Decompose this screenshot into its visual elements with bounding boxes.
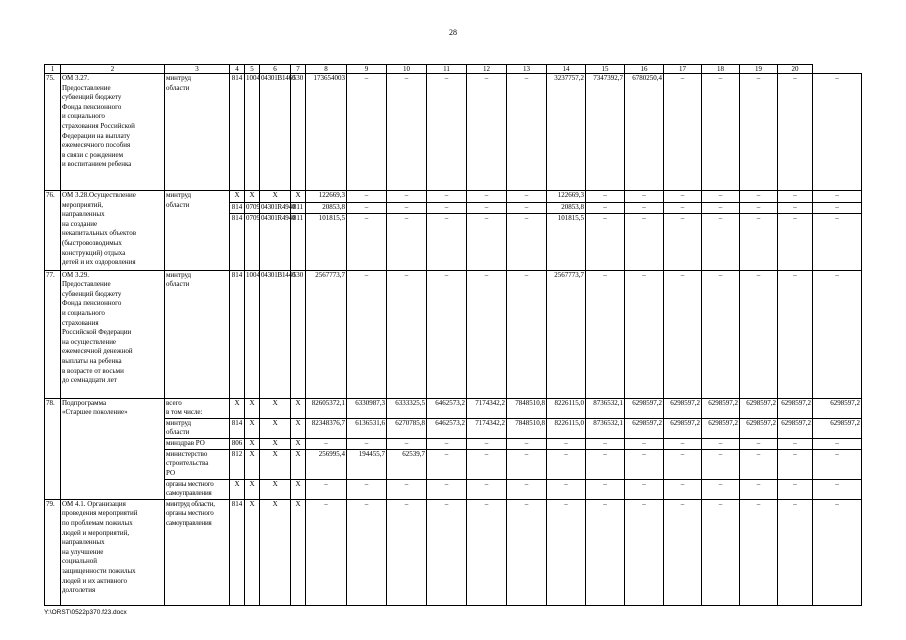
amount-2021-cell: – [427, 213, 467, 270]
target-article-cell: Х [260, 499, 291, 605]
amount-2029-cell: – [740, 74, 778, 191]
section-code-cell: Х [245, 191, 260, 203]
amount-2020-cell: 62539,7 [387, 449, 427, 479]
expense-type-cell: Х [291, 191, 306, 203]
measure-name: Подпрограмма «Старшее поколение» [61, 398, 165, 499]
amount-2023-cell: – [507, 499, 547, 605]
amount-2029-cell: – [740, 213, 778, 270]
amount-2022-cell: – [467, 438, 507, 449]
header-cell: 5 [245, 65, 260, 74]
amount-2020-cell: 6270785,8 [387, 418, 427, 438]
amount-2028-cell: – [702, 74, 740, 191]
header-cell: 14 [547, 65, 586, 74]
executor: министерство строительства РО [165, 449, 230, 479]
section-code-cell: Х [245, 438, 260, 449]
amount-2023-cell: – [507, 438, 547, 449]
amount-2020-cell: – [387, 479, 427, 499]
amount-2019-cell: – [347, 213, 387, 270]
amount-2028-cell: – [702, 438, 740, 449]
section-code-cell: Х [245, 499, 260, 605]
amount-2021-cell: – [427, 438, 467, 449]
header-cell: 20 [778, 65, 813, 74]
amount-2023-cell: – [507, 203, 547, 214]
amount-2026-cell: – [625, 499, 664, 605]
executor: минздрав РО [165, 438, 230, 449]
amount-col-17-cell: – [813, 203, 862, 214]
amount-2026-cell: – [625, 203, 664, 214]
amount-2024-cell: 2567773,7 [547, 270, 586, 398]
amount-2023-cell: – [507, 270, 547, 398]
amount-2022-cell: – [467, 270, 507, 398]
target-article-cell: Х [260, 191, 291, 203]
amount-2029-cell: – [740, 270, 778, 398]
table-row-79 [45, 499, 862, 605]
amount-2025-cell: – [586, 213, 625, 270]
file-path-footer: Y:\ORST\0522p370.f23.docx [44, 609, 127, 616]
amount-2022-cell: – [467, 499, 507, 605]
gov-code-cell: 814 [230, 203, 245, 214]
amount-2026-cell: 6298597,2 [625, 418, 664, 438]
amount-2019-cell: – [347, 499, 387, 605]
amount-2022-cell: – [467, 213, 507, 270]
amount-2028-cell: – [702, 191, 740, 203]
table-body [45, 65, 862, 606]
expense-type-cell: 811 [291, 213, 306, 270]
amount-2030-cell: – [778, 438, 813, 449]
executor: всего в том числе: [165, 398, 230, 418]
amount-2029-cell: 6298597,2 [740, 418, 778, 438]
amount-2019-cell: 6330987,3 [347, 398, 387, 418]
gov-code-cell: 812 [230, 449, 245, 479]
header-cell: 8 [306, 65, 347, 74]
header-cell: 1 [45, 65, 61, 74]
total-amount-cell: 82605372,1 [306, 398, 347, 418]
amount-2019-cell: – [347, 74, 387, 191]
target-article-cell: Х [260, 438, 291, 449]
amount-2027-cell: – [664, 74, 702, 191]
amount-2025-cell: – [586, 479, 625, 499]
amount-2019-cell: – [347, 479, 387, 499]
amount-2023-cell: – [507, 74, 547, 191]
amount-2026-cell: – [625, 270, 664, 398]
amount-2023-cell: – [507, 449, 547, 479]
table-row-77 [45, 270, 862, 398]
amount-2027-cell: – [664, 438, 702, 449]
amount-2028-cell: – [702, 203, 740, 214]
amount-2030-cell: 6298597,2 [778, 398, 813, 418]
section-code-cell: 1004 [245, 74, 260, 191]
expense-type-cell: Х [291, 499, 306, 605]
amount-2024-cell: 101815,5 [547, 213, 586, 270]
amount-2028-cell: – [702, 213, 740, 270]
amount-2030-cell: – [778, 203, 813, 214]
amount-2029-cell: 6298597,2 [740, 398, 778, 418]
amount-col-17-cell: – [813, 479, 862, 499]
amount-col-17-cell: – [813, 270, 862, 398]
total-amount-cell: 20853,8 [306, 203, 347, 214]
amount-2026-cell: – [625, 438, 664, 449]
amount-2022-cell: – [467, 74, 507, 191]
amount-2029-cell: – [740, 449, 778, 479]
target-article-cell: Х [260, 418, 291, 438]
amount-2021-cell: – [427, 191, 467, 203]
amount-2028-cell: 6298597,2 [702, 398, 740, 418]
header-cell: 12 [467, 65, 507, 74]
amount-2021-cell: – [427, 449, 467, 479]
amount-2022-cell: 7174342,2 [467, 418, 507, 438]
target-article-cell: Х [260, 449, 291, 479]
amount-2028-cell: – [702, 499, 740, 605]
total-amount-cell: – [306, 438, 347, 449]
gov-code-cell: Х [230, 191, 245, 203]
measure-name: ОМ 4.1. Организация проведения мероприятий по проблемам пожилых людей и мероприятий, направленных на улучшение социальной защищенности пожилых людей и их активного долголетия [61, 499, 165, 605]
amount-2030-cell: – [778, 213, 813, 270]
amount-2023-cell: 7848510,8 [507, 418, 547, 438]
amount-col-17-cell: – [813, 213, 862, 270]
program-table [44, 64, 862, 606]
gov-code-cell: 814 [230, 499, 245, 605]
target-article-cell: 04301В1460 [260, 74, 291, 191]
gov-code-cell: 814 [230, 213, 245, 270]
gov-code-cell: 814 [230, 418, 245, 438]
amount-2026-cell: – [625, 479, 664, 499]
amount-2023-cell: 7848510,8 [507, 398, 547, 418]
amount-2026-cell: – [625, 449, 664, 479]
amount-col-17-cell: – [813, 191, 862, 203]
amount-2027-cell: – [664, 479, 702, 499]
amount-2024-cell: 8226115,0 [547, 398, 586, 418]
gov-code-cell: 814 [230, 74, 245, 191]
amount-2028-cell: – [702, 479, 740, 499]
section-code-cell: 0709 [245, 213, 260, 270]
section-code-cell: Х [245, 398, 260, 418]
header-cell: 11 [427, 65, 467, 74]
row-number: 76. [45, 191, 61, 271]
expense-type-cell: Х [291, 418, 306, 438]
amount-2019-cell: – [347, 270, 387, 398]
header-cell: 15 [586, 65, 625, 74]
executor: минтруд области, органы местного самоуправления [165, 499, 230, 605]
total-amount-cell: – [306, 479, 347, 499]
amount-2025-cell: – [586, 191, 625, 203]
measure-name: ОМ 3.27. Предоставление субвенций бюджету Фонда пенсионного и социального страхования Российской Федерации на выплату ежемесячного пособия в связи с рождением и воспитанием ребенка [61, 74, 165, 191]
header-cell: 18 [702, 65, 740, 74]
measure-name: ОМ 3.29. Предоставление субвенций бюджету Фонда пенсионного и социального страхования Российской Федерации на осуществление ежемесячной денежной выплаты на ребенка в возрасте от восьми до семнадцати лет [61, 270, 165, 398]
amount-2030-cell: – [778, 74, 813, 191]
amount-2025-cell: 8736532,1 [586, 398, 625, 418]
amount-2019-cell: – [347, 203, 387, 214]
header-cell: 4 [230, 65, 245, 74]
header-cell: 3 [165, 65, 230, 74]
amount-2020-cell: – [387, 499, 427, 605]
amount-2030-cell: – [778, 449, 813, 479]
expense-type-cell: Х [291, 449, 306, 479]
row-number: 77. [45, 270, 61, 398]
amount-col-17-cell: 6298597,2 [813, 398, 862, 418]
gov-code-cell: 806 [230, 438, 245, 449]
amount-2028-cell: 6298597,2 [702, 418, 740, 438]
amount-2026-cell: – [625, 191, 664, 203]
amount-2024-cell: – [547, 479, 586, 499]
amount-2019-cell: 194455,7 [347, 449, 387, 479]
amount-2024-cell: – [547, 449, 586, 479]
amount-2022-cell: – [467, 203, 507, 214]
amount-2027-cell: – [664, 213, 702, 270]
executor: минтруд области [165, 418, 230, 438]
amount-2025-cell: – [586, 203, 625, 214]
gov-code-cell: Х [230, 398, 245, 418]
amount-2020-cell: – [387, 270, 427, 398]
table-row-78-omsu [45, 479, 862, 499]
target-article-cell: 04301В1440 [260, 270, 291, 398]
amount-2020-cell: – [387, 191, 427, 203]
header-cell: 7 [291, 65, 306, 74]
total-amount-cell: 82348376,7 [306, 418, 347, 438]
amount-2024-cell: 122669,3 [547, 191, 586, 203]
amount-2029-cell: – [740, 203, 778, 214]
header-cell: 13 [507, 65, 547, 74]
header-cell: 17 [664, 65, 702, 74]
executor: органы местного самоуправления [165, 479, 230, 499]
executor: минтруд области [165, 191, 230, 271]
row-number: 79. [45, 499, 61, 605]
expense-type-cell: 811 [291, 203, 306, 214]
amount-2029-cell: – [740, 499, 778, 605]
amount-2029-cell: – [740, 191, 778, 203]
target-article-cell: Х [260, 479, 291, 499]
amount-2024-cell: 3237757,2 [547, 74, 586, 191]
amount-2024-cell: 20853,8 [547, 203, 586, 214]
amount-2027-cell: – [664, 203, 702, 214]
table-row-76 [45, 191, 862, 203]
amount-2030-cell: – [778, 270, 813, 398]
amount-2027-cell: – [664, 191, 702, 203]
amount-2019-cell: – [347, 191, 387, 203]
header-cell: 10 [387, 65, 427, 74]
amount-2030-cell: – [778, 479, 813, 499]
amount-2022-cell: – [467, 191, 507, 203]
section-code-cell: Х [245, 449, 260, 479]
amount-2029-cell: – [740, 479, 778, 499]
total-amount-cell: – [306, 499, 347, 605]
amount-col-17-cell: – [813, 449, 862, 479]
amount-col-17-cell: 6298597,2 [813, 418, 862, 438]
total-amount-cell: 101815,5 [306, 213, 347, 270]
table-row-78-minzdrav [45, 438, 862, 449]
amount-2021-cell: 6462573,2 [427, 418, 467, 438]
header-cell: 16 [625, 65, 664, 74]
amount-2021-cell: 6462573,2 [427, 398, 467, 418]
target-article-cell: 04301R4940 [260, 203, 291, 214]
amount-2025-cell: 7347392,7 [586, 74, 625, 191]
section-code-cell: 1004 [245, 270, 260, 398]
amount-2023-cell: – [507, 213, 547, 270]
page-number: 28 [449, 28, 457, 37]
header-cell: 19 [740, 65, 778, 74]
amount-2025-cell: 8736532,1 [586, 418, 625, 438]
header-cell: 9 [347, 65, 387, 74]
amount-2021-cell: – [427, 499, 467, 605]
amount-2023-cell: – [507, 479, 547, 499]
amount-col-17-cell: – [813, 499, 862, 605]
amount-2030-cell: – [778, 499, 813, 605]
amount-2024-cell: – [547, 438, 586, 449]
executor: минтруд области [165, 270, 230, 398]
amount-2022-cell: – [467, 449, 507, 479]
executor: минтруд области [165, 74, 230, 191]
total-amount-cell: 173654003 [306, 74, 347, 191]
expense-type-cell: Х [291, 479, 306, 499]
amount-2021-cell: – [427, 74, 467, 191]
target-article-cell: Х [260, 398, 291, 418]
gov-code-cell: Х [230, 479, 245, 499]
amount-2024-cell: – [547, 499, 586, 605]
amount-2028-cell: – [702, 270, 740, 398]
amount-2027-cell: 6298597,2 [664, 418, 702, 438]
table-row-75 [45, 74, 862, 191]
header-cell: 6 [260, 65, 291, 74]
table-row-78 [45, 398, 862, 418]
amount-2021-cell: – [427, 479, 467, 499]
amount-2020-cell: – [387, 438, 427, 449]
amount-2020-cell: – [387, 213, 427, 270]
amount-2023-cell: – [507, 191, 547, 203]
amount-2022-cell: – [467, 479, 507, 499]
amount-2019-cell: 6136531,6 [347, 418, 387, 438]
total-amount-cell: 256995,4 [306, 449, 347, 479]
amount-2027-cell: 6298597,2 [664, 398, 702, 418]
amount-2030-cell: 6298597,2 [778, 418, 813, 438]
amount-2025-cell: – [586, 499, 625, 605]
section-code-cell: Х [245, 479, 260, 499]
amount-2020-cell: 6333325,5 [387, 398, 427, 418]
amount-col-17-cell: – [813, 74, 862, 191]
table-row-78-minstroy [45, 449, 862, 479]
amount-2029-cell: – [740, 438, 778, 449]
expense-type-cell: Х [291, 398, 306, 418]
amount-2021-cell: – [427, 203, 467, 214]
amount-2025-cell: – [586, 438, 625, 449]
amount-2027-cell: – [664, 270, 702, 398]
header-cell: 2 [61, 65, 165, 74]
expense-type-cell: 530 [291, 74, 306, 191]
amount-2026-cell: 6298597,2 [625, 398, 664, 418]
total-amount-cell: 2567773,7 [306, 270, 347, 398]
amount-2027-cell: – [664, 499, 702, 605]
amount-2025-cell: – [586, 449, 625, 479]
amount-2020-cell: – [387, 74, 427, 191]
amount-2027-cell: – [664, 449, 702, 479]
amount-2026-cell: 6780250,4 [625, 74, 664, 191]
amount-2025-cell: – [586, 270, 625, 398]
amount-2021-cell: – [427, 270, 467, 398]
row-number: 75. [45, 74, 61, 191]
expense-type-cell: 530 [291, 270, 306, 398]
amount-col-17-cell: – [813, 438, 862, 449]
amount-2026-cell: – [625, 213, 664, 270]
header-row [45, 65, 862, 74]
expense-type-cell: Х [291, 438, 306, 449]
amount-2020-cell: – [387, 203, 427, 214]
target-article-cell: 04301R4940 [260, 213, 291, 270]
amount-2030-cell: – [778, 191, 813, 203]
section-code-cell: Х [245, 418, 260, 438]
table-row-78-mintrud [45, 418, 862, 438]
measure-name: ОМ 3.28.Осуществление мероприятий, направленных на создание некапитальных объектов (быстровозводимых конструкций) отдыха детей и их оздоровления [61, 191, 165, 271]
section-code-cell: 0709 [245, 203, 260, 214]
row-number: 78. [45, 398, 61, 499]
amount-2019-cell: – [347, 438, 387, 449]
amount-2028-cell: – [702, 449, 740, 479]
amount-2024-cell: 8226115,0 [547, 418, 586, 438]
gov-code-cell: 814 [230, 270, 245, 398]
total-amount-cell: 122669,3 [306, 191, 347, 203]
amount-2022-cell: 7174342,2 [467, 398, 507, 418]
